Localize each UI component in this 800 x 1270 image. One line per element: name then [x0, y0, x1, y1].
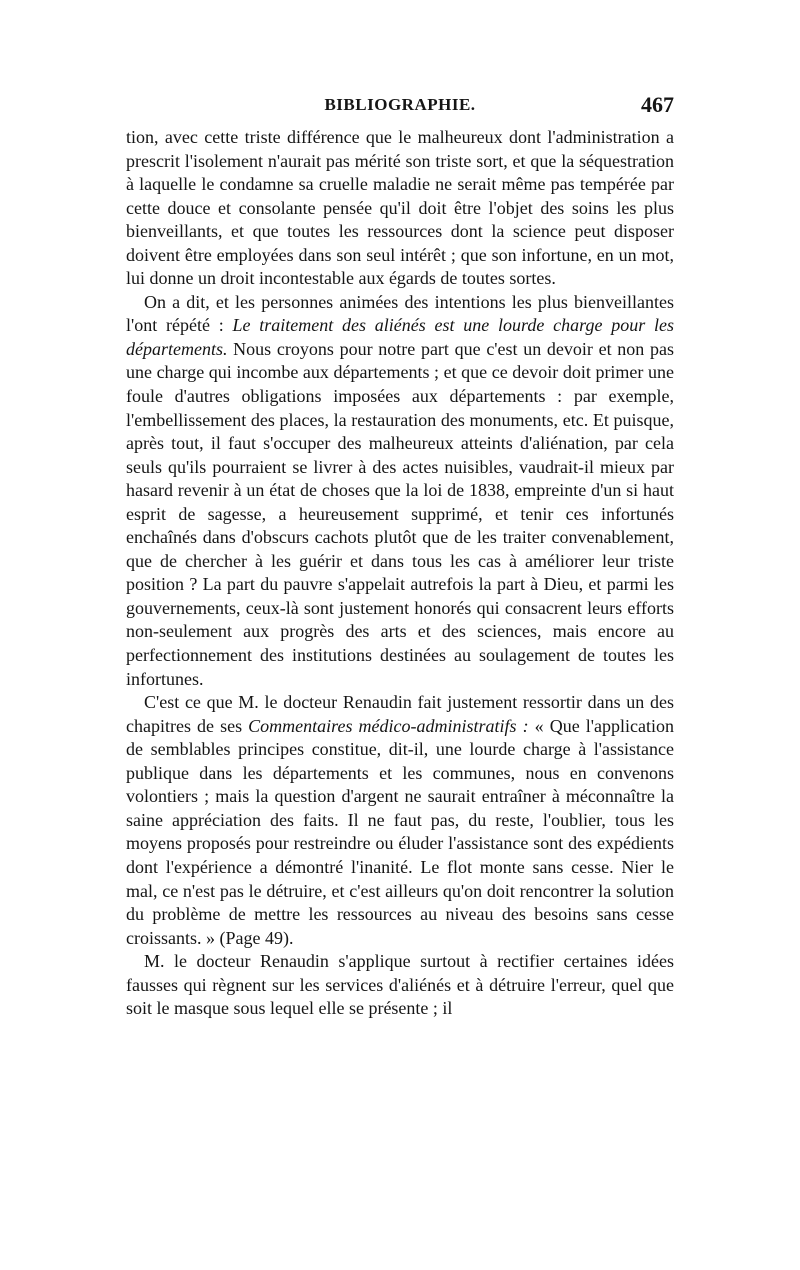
paragraph-3-italic-title: Commentaires médico-administratifs : [248, 715, 529, 736]
running-title: BIBLIOGRAPHIE. [324, 95, 476, 114]
body-text [126, 126, 674, 1021]
paragraph-2-text-start: On a dit, et les personnes animées des intentions les plus bienveillantes l'ont répété : [126, 291, 674, 336]
page-number: 467 [641, 92, 674, 117]
paragraph-2-text-end: Nous croyons pour notre part que c'est un devoir et non pas une charge qui incombe aux départements ; et que ce devoir doit primer une foule d'autres obligations imposées aux départements : par exemple, l'embellissement des places, la restauration des monuments, etc. Et puisque, après tout, il faut s'occuper des malheureux atteints d'aliénation, par cela seuls qu'ils pourraient se livrer à des actes nuisibles, vaudrait-il mieux par hasard revenir à un état de choses que la loi de 1838, empreinte d'un si haut esprit de sagesse, a heureusement supprimé, et tenir ces infortunés enchaînés dans d'obscurs cachots plutôt que de les traiter convenablement, que de chercher à les guérir et dans tous les cas à améliorer leur triste position ? La part du pauvre s'appelait autrefois la part à Dieu, et parmi les gouvernements, ceux-là sont justement honorés qui consacrent leurs efforts non-seulement aux progrès des arts et des sciences, mais encore au perfectionnement des institutions destinées au soulagement de toutes les infortunes. [126, 338, 674, 689]
paragraph-4: M. le docteur Renaudin s'applique surtout à rectifier certaines idées fausses qui règnent sur les services d'aliénés et à détruire l'erreur, quel que soit le masque sous lequel elle se présente ; il [126, 951, 674, 1019]
paragraph-3-text-start: C'est ce que M. le docteur Renaudin fait justement ressortir dans un des chapitres de ses [126, 692, 674, 736]
running-head [126, 90, 674, 120]
paragraph-2 [126, 291, 674, 691]
paragraph-1: tion, avec cette triste différence que le malheureux dont l'administration a prescrit l'isolement n'aurait pas mérité son triste sort, et que la séquestration à laquelle le condamne sa cruelle maladie ne serait même pas tempérée par cette douce et consolante pensée qu'il doit être l'objet des soins les plus bienveillants, et que toutes les ressources dont la science peut disposer doivent être employées dans son seul intérêt ; que son infortune, en un mot, lui donne un droit incontestable aux égards de toutes sortes. [126, 127, 674, 289]
paragraph-3 [126, 691, 674, 950]
paragraph-2-italic-quote: Le traitement des aliénés est une lourde charge pour les départements. [126, 315, 674, 359]
paragraph-3-text-end: « Que l'application de semblables principes constitue, dit-il, une lourde charge à l'assistance publique dans les départements et les communes, nous en convenons volontiers ; mais la question d'argent ne saurait entraîner à méconnaître la saine appréciation des faits. Il ne faut pas, du reste, l'oublier, tous les moyens proposés pour restreindre ou éluder l'assistance sont des expédients dont l'expérience a démontré l'inanité. Le flot monte sans cesse. Nier le mal, ce n'est pas le détruire, et c'est ailleurs qu'on doit rencontrer la solution du problème de mettre les ressources au niveau des besoins sans cesse croissants. » (Page 49). [126, 715, 674, 948]
